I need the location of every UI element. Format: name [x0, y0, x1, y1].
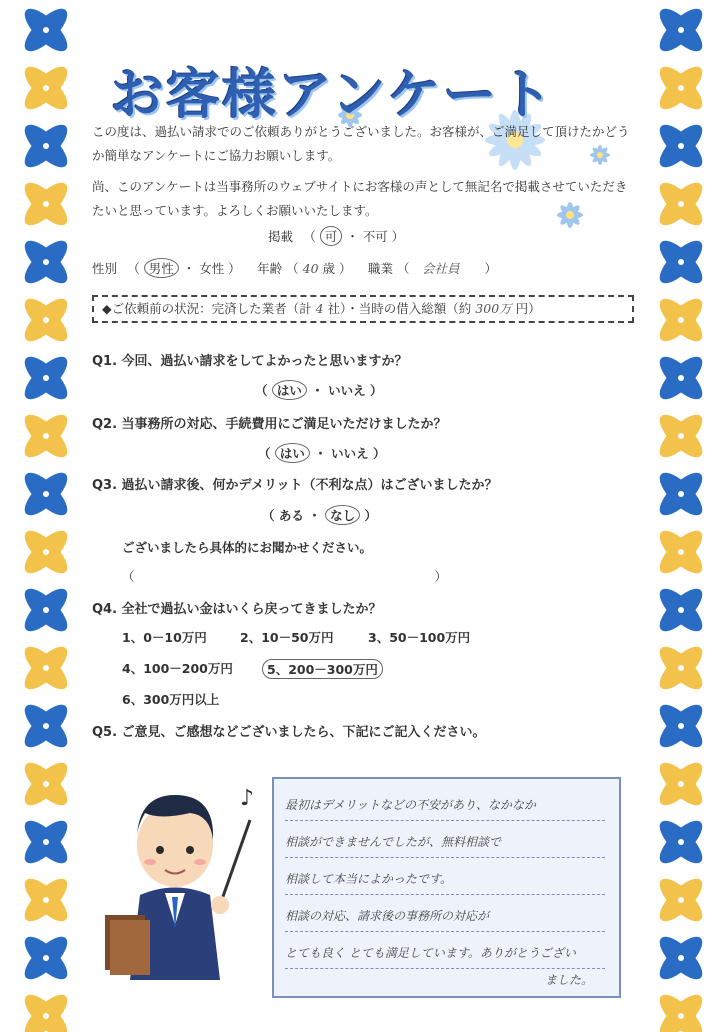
petal-ornament: [653, 814, 708, 869]
petal-ornament: [653, 408, 708, 463]
right-border-pattern: [647, 0, 715, 1028]
comment-line: 相談ができませんでしたが、無料相談で: [285, 827, 605, 858]
petal-ornament: [18, 350, 73, 405]
q1-yes[interactable]: はい: [272, 380, 307, 400]
q3-answer-field[interactable]: （ ）: [122, 569, 447, 584]
petal-ornament: [653, 60, 708, 115]
petal-ornament: [18, 60, 73, 115]
petal-ornament: [653, 234, 708, 289]
q5-question: Q5. ご意見、ご感想などございましたら、下記にご記入ください。: [92, 725, 486, 740]
petal-ornament: [653, 756, 708, 811]
q2-yes[interactable]: はい: [275, 443, 310, 463]
q1-question: Q1. 今回、過払い請求をしてよかったと思いますか？: [92, 354, 408, 369]
status-box: ◆ご依頼前の状況：完済した業者（計 4 社）・当時の借入総額（約 300万 円）: [92, 295, 634, 323]
petal-ornament: [653, 930, 708, 985]
q3-no[interactable]: なし: [325, 505, 360, 525]
loan-amount[interactable]: 300万: [475, 301, 512, 316]
petal-ornament: [18, 698, 73, 753]
q1-options: （ はい ・ いいえ ）: [255, 380, 382, 400]
comment-line: 最初はデメリットなどの不安があり、なかなか: [285, 790, 605, 821]
consent-row: 掲載 （ 可 ・ 不可 ）: [268, 226, 404, 246]
petal-ornament: [653, 988, 708, 1032]
intro-note: 尚、このアンケートは当事務所のウェブサイトにお客様の声として無記名で掲載させていただきたいと思っています。よろしくお願いいたします。: [92, 179, 628, 218]
teacher-character-illustration: [100, 765, 255, 985]
q3-yes[interactable]: ある: [278, 508, 304, 523]
q3-options: （ ある ・ なし ）: [262, 505, 377, 525]
petal-ornament: [653, 2, 708, 57]
petal-ornament: [18, 524, 73, 579]
consent-yes[interactable]: 可: [320, 226, 343, 246]
petal-ornament: [18, 408, 73, 463]
comment-line: とても良く とても満足しています。ありがとうござい: [285, 938, 605, 969]
petal-ornament: [18, 234, 73, 289]
petal-ornament: [653, 118, 708, 173]
petal-ornament: [653, 640, 708, 695]
petal-ornament: [18, 466, 73, 521]
left-border-pattern: [12, 0, 80, 1028]
petal-ornament: [18, 756, 73, 811]
comment-line: 相談の対応、請求後の事務所の対応が: [285, 901, 605, 932]
q4-option-5[interactable]: 5、200－300万円: [262, 659, 383, 679]
music-note-icon: ♪: [240, 786, 255, 811]
petal-ornament: [653, 176, 708, 231]
q4-option-1[interactable]: 1、0－10万円: [122, 630, 207, 645]
q4-option-6[interactable]: 6、300万円以上: [122, 692, 220, 707]
basic-info-row: 性別 （ 男性 ・ 女性 ） 年齢 （ 40 歳 ） 職業 （ 会社員 ）: [92, 258, 637, 278]
comment-line: 相談して本当によかったです。: [285, 864, 605, 895]
q4-question: Q4. 全社で過払い金はいくら戻ってきましたか？: [92, 602, 382, 617]
intro-text: この度は、過払い請求でのご依頼ありがとうございました。お客様が、ご満足して頂けたかどうか簡単なアンケートにご協力お願いします。: [92, 124, 630, 163]
petal-ornament: [18, 2, 73, 57]
petal-ornament: [18, 814, 73, 869]
petal-ornament: [653, 292, 708, 347]
petal-ornament: [18, 292, 73, 347]
petal-ornament: [653, 698, 708, 753]
petal-ornament: [18, 988, 73, 1032]
petal-ornament: [653, 582, 708, 637]
petal-ornament: [18, 872, 73, 927]
q3-followup: ございましたら具体的にお聞かせください。: [122, 540, 373, 555]
page-title: お客様アンケート: [110, 63, 555, 126]
company-count[interactable]: 4: [315, 301, 324, 316]
q4-option-4[interactable]: 4、100－200万円: [122, 661, 233, 676]
petal-ornament: [18, 176, 73, 231]
comment-line: ました。: [545, 973, 594, 987]
q3-question: Q3. 過払い請求後、何かデメリット（不利な点）はございましたか？: [92, 478, 498, 493]
job-value[interactable]: 会社員: [421, 261, 460, 276]
q2-options: （ はい ・ いいえ ）: [258, 443, 385, 463]
border-pattern-svg: [647, 0, 715, 1028]
q2-question: Q2. 当事務所の対応、手続費用にご満足いただけましたか？: [92, 417, 447, 432]
gender-male[interactable]: 男性: [144, 258, 179, 278]
petal-ornament: [18, 582, 73, 637]
petal-ornament: [18, 118, 73, 173]
consent-no[interactable]: 不可: [362, 229, 388, 244]
q4-option-3[interactable]: 3、50－100万円: [368, 630, 471, 645]
petal-ornament: [18, 930, 73, 985]
petal-ornament: [653, 524, 708, 579]
q4-option-2[interactable]: 2、10－50万円: [240, 630, 334, 645]
q2-no[interactable]: いいえ: [331, 446, 369, 461]
petal-ornament: [18, 640, 73, 695]
age-value[interactable]: 40: [302, 261, 319, 276]
gender-female[interactable]: 女性: [199, 261, 225, 276]
petal-ornament: [653, 466, 708, 521]
petal-ornament: [653, 350, 708, 405]
petal-ornament: [653, 872, 708, 927]
border-pattern-svg: [12, 0, 80, 1028]
q1-no[interactable]: いいえ: [328, 383, 366, 398]
